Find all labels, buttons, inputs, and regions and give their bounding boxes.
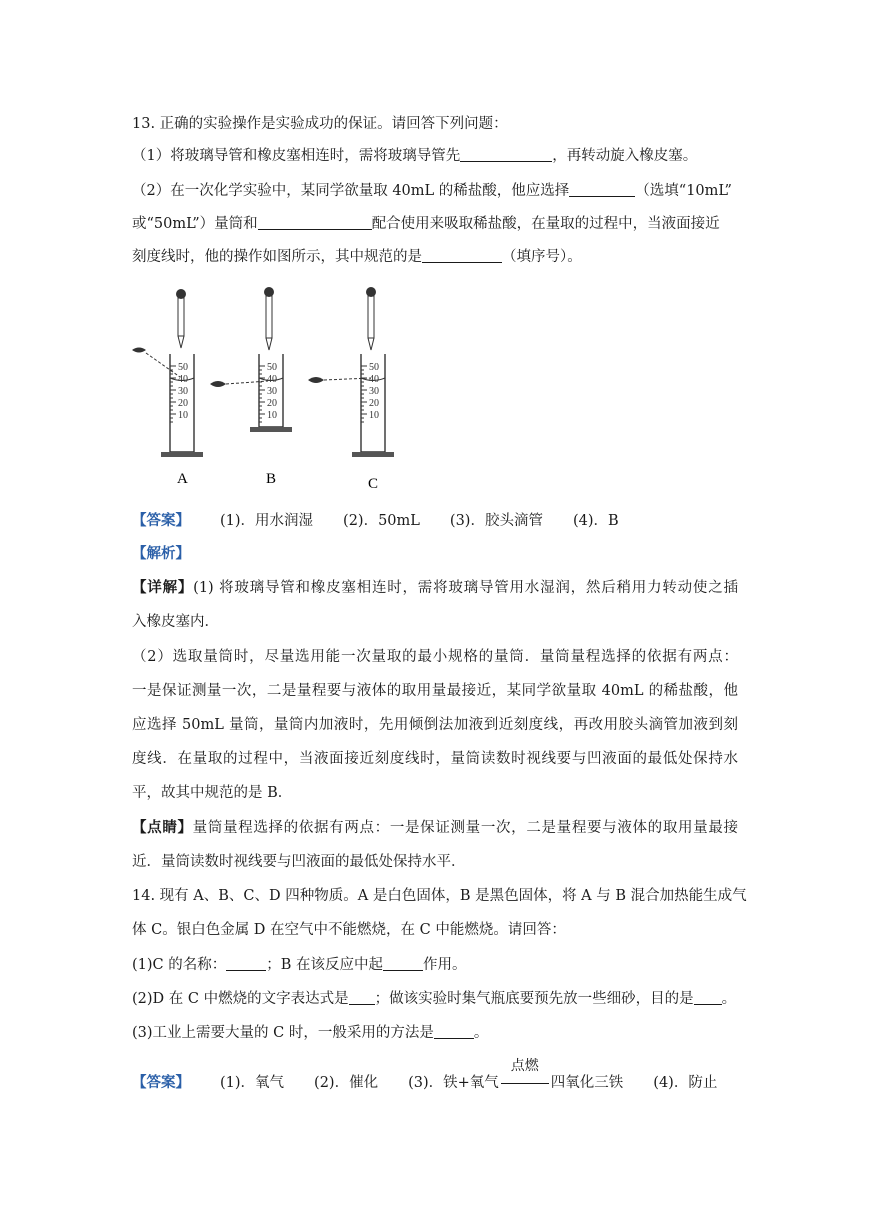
cylinder-b bbox=[210, 287, 292, 487]
q13-answer bbox=[132, 511, 619, 531]
detail-line-1 bbox=[132, 578, 738, 598]
label-b: B bbox=[266, 471, 277, 487]
q14-answer-4: (4)．防止 bbox=[653, 1075, 718, 1091]
detail-line-4: 一是保证测量一次，二是量程要与液体的取用量最接近，某同学欲量取 40mL 的稀盐酸，他 bbox=[132, 683, 738, 699]
q13-blank-1[interactable] bbox=[460, 147, 552, 162]
q13-part2-line2 bbox=[132, 214, 720, 234]
cylinder-a bbox=[132, 289, 203, 487]
dropper-tube-a-icon bbox=[178, 298, 184, 336]
tick-label: 10 bbox=[178, 410, 188, 421]
comment-text-1: 量筒量程选择的依据有两点：一是保证测量一次，二是量程要与液体的取用量最接 bbox=[192, 820, 739, 836]
cylinder-c bbox=[308, 287, 394, 492]
tick-label: 20 bbox=[267, 398, 277, 409]
eye-a-icon bbox=[132, 348, 146, 353]
q14-answer-3b: 四氧化三铁 bbox=[550, 1075, 624, 1091]
tick-label: 40 bbox=[267, 374, 277, 385]
q14-answer-2: (2)．催化 bbox=[314, 1075, 379, 1091]
q13-stem: 13. 正确的实验操作是实验成功的保证。请回答下列问题： bbox=[132, 116, 508, 132]
detail-tag: 【详解】 bbox=[132, 579, 194, 596]
q13-part2-text-a: （2）在一次化学实验中，某同学欲量取 40mL 的稀盐酸，他应选择 bbox=[132, 183, 570, 199]
dropper-tip-b-icon bbox=[266, 338, 272, 350]
q13-part2-line1 bbox=[132, 181, 732, 201]
tick-label: 50 bbox=[369, 362, 379, 373]
ignite-label: 点燃 bbox=[510, 1058, 539, 1074]
detail-text-1: (1) 将玻璃导管和橡皮塞相连时，需将玻璃导管用水湿润，然后稍用力转动使之插 bbox=[193, 580, 739, 596]
q13-part1 bbox=[132, 146, 697, 166]
eye-b-icon bbox=[210, 381, 226, 387]
label-c: C bbox=[368, 476, 379, 492]
q13-part2-text-d: 配合使用来吸取稀盐酸，在量取的过程中，当液面接近 bbox=[371, 216, 720, 232]
tick-label: 30 bbox=[369, 386, 379, 397]
tick-label: 20 bbox=[178, 398, 188, 409]
detail-line-7: 平，故其中规范的是 B． bbox=[132, 785, 293, 801]
detail-line-2: 入橡皮塞内． bbox=[132, 614, 219, 630]
label-a: A bbox=[177, 471, 188, 487]
q14-sub1-text-b: ；B 在该反应中起 bbox=[266, 957, 384, 973]
detail-line-5: 应选择 50mL 量筒，量筒内加液时，先用倾倒法加液到近刻度线，再改用胶头滴管加液到刻 bbox=[132, 717, 738, 733]
q13-part2-line3 bbox=[132, 247, 582, 267]
comment-line-1 bbox=[132, 818, 738, 838]
q14-blank-4[interactable] bbox=[694, 990, 722, 1005]
answer-2: (2)．50mL bbox=[343, 513, 420, 529]
q13-part2-text-c: 或“50mL”）量筒和 bbox=[132, 216, 258, 232]
tick-label: 30 bbox=[178, 386, 188, 397]
detail-line-3: （2）选取量筒时，尽量选用能一次量取的最小规格的量筒．量筒量程选择的依据有两点： bbox=[132, 649, 738, 665]
q14-answer-1: (1)．氧气 bbox=[220, 1075, 285, 1091]
q14-blank-1[interactable] bbox=[226, 956, 266, 971]
comment-line-2: 近．量筒读数时视线要与凹液面的最低处保持水平． bbox=[132, 854, 466, 870]
q13-part1-text-a: （1）将玻璃导管和橡皮塞相连时，需将玻璃导管先 bbox=[132, 148, 461, 164]
q14-answer-3a: (3)．铁+氧气 bbox=[408, 1075, 499, 1091]
tick-label: 10 bbox=[267, 410, 277, 421]
sightline-a-icon bbox=[146, 353, 180, 377]
cylinder-base-a-icon bbox=[161, 452, 203, 457]
q14-blank-2[interactable] bbox=[383, 956, 423, 971]
q14-answer bbox=[132, 1058, 718, 1093]
comment-tag: 【点睛】 bbox=[132, 819, 193, 836]
answer-4: (4)．B bbox=[572, 513, 619, 529]
tick-label: 50 bbox=[267, 362, 277, 373]
cylinder-base-c-icon bbox=[352, 452, 394, 457]
q14-sub3-text-b: 。 bbox=[473, 1025, 489, 1041]
tick-label: 30 bbox=[267, 386, 277, 397]
tick-label: 40 bbox=[369, 374, 379, 385]
q14-sub2-text-b: ；做该实验时集气瓶底要预先放一些细砂，目的是 bbox=[374, 991, 694, 1007]
q14-sub3 bbox=[132, 1023, 488, 1043]
q14-blank-3[interactable] bbox=[349, 990, 375, 1005]
q14-answer-tag: 【答案】 bbox=[132, 1074, 190, 1091]
tick-label: 50 bbox=[178, 362, 188, 373]
analysis-tag: 【解析】 bbox=[132, 545, 190, 562]
q14-sub2-text-a: (2)D 在 C 中燃烧的文字表达式是 bbox=[132, 991, 349, 1007]
analysis-heading bbox=[132, 544, 190, 564]
q14-sub1-text-a: (1)C 的名称： bbox=[132, 957, 227, 973]
q14-sub1 bbox=[132, 955, 467, 975]
dropper-tip-a-icon bbox=[178, 336, 184, 348]
q14-blank-5[interactable] bbox=[434, 1024, 474, 1039]
q14-stem-line-2: 体 C。银白色金属 D 在空气中不能燃烧，在 C 中能燃烧。请回答： bbox=[132, 922, 566, 938]
answer-1: (1)．用水润湿 bbox=[220, 513, 314, 529]
q13-blank-2[interactable] bbox=[569, 182, 635, 197]
q13-part2-text-b: （选填“10mL” bbox=[635, 183, 732, 199]
dropper-tube-c-icon bbox=[368, 296, 374, 338]
q13-part2-text-e: 刻度线时，他的操作如图所示，其中规范的是 bbox=[132, 249, 422, 265]
detail-line-6: 度线．在量取的过程中，当液面接近刻度线时，量筒读数时视线要与凹液面的最低处保持水 bbox=[132, 751, 738, 767]
q13-blank-4[interactable] bbox=[422, 248, 502, 263]
q13-blank-3[interactable] bbox=[258, 215, 372, 230]
tick-label: 10 bbox=[369, 410, 379, 421]
dropper-tip-c-icon bbox=[368, 338, 374, 350]
q14-sub1-text-c: 作用。 bbox=[423, 957, 467, 973]
ignite-condition bbox=[499, 1058, 551, 1093]
cylinder-base-b-icon bbox=[250, 427, 292, 432]
dropper-tube-b-icon bbox=[266, 296, 272, 338]
q13-part2-text-f: （填序号）。 bbox=[502, 249, 582, 265]
tick-label: 20 bbox=[369, 398, 379, 409]
eye-c-icon bbox=[308, 377, 324, 383]
q14-sub2 bbox=[132, 989, 736, 1009]
q14-sub3-text-a: (3)工业上需要大量的 C 时，一般采用的方法是 bbox=[132, 1025, 434, 1041]
reaction-arrow-line bbox=[501, 1083, 549, 1084]
answer-3: (3)．胶头滴管 bbox=[449, 513, 543, 529]
graduated-cylinder-figure bbox=[128, 282, 379, 496]
q13-part1-text-b: ，再转动旋入橡皮塞。 bbox=[552, 148, 698, 164]
answer-tag: 【答案】 bbox=[132, 512, 190, 529]
tick-label: 40 bbox=[178, 374, 188, 385]
q14-sub2-text-c: 。 bbox=[721, 991, 737, 1007]
q14-stem-line-1: 14. 现有 A、B、C、D 四种物质。A 是白色固体，B 是黑色固体，将 A 与 B 混合加热能生成气 bbox=[132, 888, 747, 904]
